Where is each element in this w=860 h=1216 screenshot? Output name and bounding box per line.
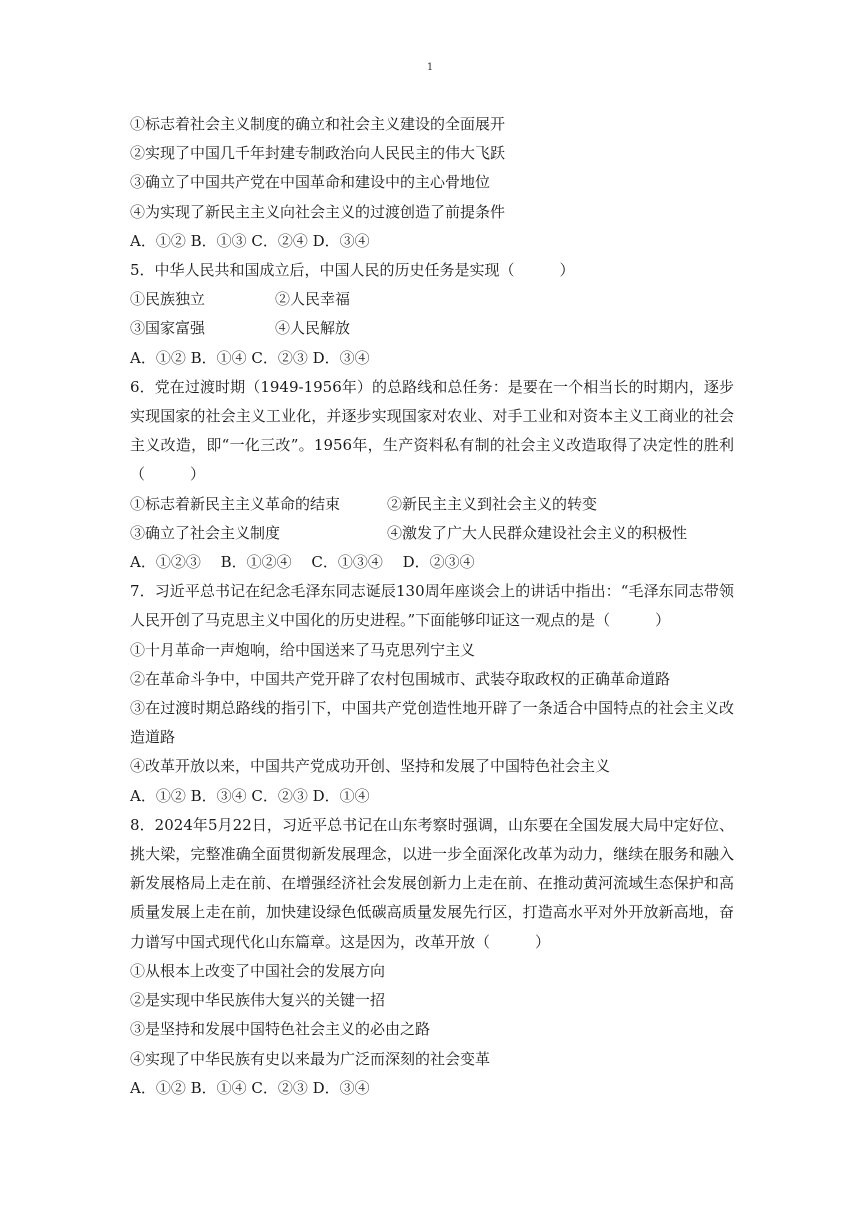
q5-option-1: ①民族独立 xyxy=(130,290,206,309)
q8-option-4: ④实现了中华民族有史以来最为广泛而深刻的社会变革 xyxy=(130,1049,491,1068)
question-7 xyxy=(130,577,734,811)
q6-choices: A．①②③ B．①②④ C．①③④ D．②③④ xyxy=(130,553,475,572)
q5-option-2: ②人民幸福 xyxy=(275,290,351,309)
q4-option-3: ③确立了中国共产党在中国革命和建设中的主心骨地位 xyxy=(130,173,491,192)
q7-choices: A．①② B．③④ C．②③ D．①④ xyxy=(130,786,370,805)
question-6 xyxy=(130,373,734,577)
q5-choices: A．①② B．①④ C．②③ D．③④ xyxy=(130,348,370,367)
q6-option-2: ②新民主主义到社会主义的转变 xyxy=(387,494,598,513)
q6-option-4: ④激发了广大人民群众建设社会主义的积极性 xyxy=(387,523,688,542)
q5-option-4: ④人民解放 xyxy=(275,319,351,338)
q8-stem: 8．2024年5月22日，习近平总书记在山东考察时强调，山东要在全国发展大局中定好位、挑大梁，完整准确全面贯彻新发展理念，以进一步全面深化改革为动力，继续在服务和融入新发展格局上走在前、在增强经济社会发展创新力上走在前、在推动黄河流域生态保护和高质量发展上走在前，加快建设绿色低碳高质量发展先行区，打造高水平对外开放新高地，奋力谱写中国式现代化山东篇章。这是因为，改革开放（ ） xyxy=(130,815,734,951)
q5-option-3: ③国家富强 xyxy=(130,319,206,338)
q4-option-4: ④为实现了新民主主义向社会主义的过渡创造了前提条件 xyxy=(130,202,506,221)
question-8 xyxy=(130,811,734,1103)
q4-option-2: ②实现了中国几千年封建专制政治向人民民主的伟大飞跃 xyxy=(130,144,506,163)
q6-option-1: ①标志着新民主主义革命的结束 xyxy=(130,494,341,513)
q7-option-3: ③在过渡时期总路线的指引下，中国共产党创造性地开辟了一条适合中国特点的社会主义改造道路 xyxy=(130,699,734,747)
q6-option-3: ③确立了社会主义制度 xyxy=(130,523,281,542)
q8-choices: A．①② B．①④ C．②③ D．③④ xyxy=(130,1078,370,1097)
q7-option-2: ②在革命斗争中，中国共产党开辟了农村包围城市、武装夺取政权的正确革命道路 xyxy=(130,669,671,688)
q8-option-1: ①从根本上改变了中国社会的发展方向 xyxy=(130,961,386,980)
q6-stem: 6．党在过渡时期（1949-1956年）的总路线和总任务：是要在一个相当长的时期内，逐步实现国家的社会主义工业化，并逐步实现国家对农业、对手工业和对资本主义工商业的社会主义改造，即“一化三改”。1956年，生产资料私有制的社会主义改造取得了决定性的胜利（ ） xyxy=(130,377,734,484)
q4-option-1: ①标志着社会主义制度的确立和社会主义建设的全面展开 xyxy=(130,115,506,133)
q7-option-1: ①十月革命一声炮响，给中国送来了马克思列宁主义 xyxy=(130,640,476,659)
q7-stem: 7．习近平总书记在纪念毛泽东同志诞辰130周年座谈会上的讲话中指出：“毛泽东同志带领人民开创了马克思主义中国化的历史进程。”下面能够印证这一观点的是（ ） xyxy=(130,582,734,630)
q5-stem: 5．中华人民共和国成立后，中国人民的历史任务是实现（ ） xyxy=(130,261,575,280)
document-body xyxy=(130,110,734,1103)
question-5 xyxy=(130,256,734,373)
page-number: 1 xyxy=(426,62,434,73)
q7-option-4: ④改革开放以来，中国共产党成功开创、坚持和发展了中国特色社会主义 xyxy=(130,757,611,776)
q4-choices: A．①② B．①③ C．②④ D．③④ xyxy=(130,231,370,250)
question-4-tail xyxy=(130,110,734,256)
q8-option-2: ②是实现中华民族伟大复兴的关键一招 xyxy=(130,991,386,1010)
q8-option-3: ③是坚持和发展中国特色社会主义的必由之路 xyxy=(130,1020,431,1039)
